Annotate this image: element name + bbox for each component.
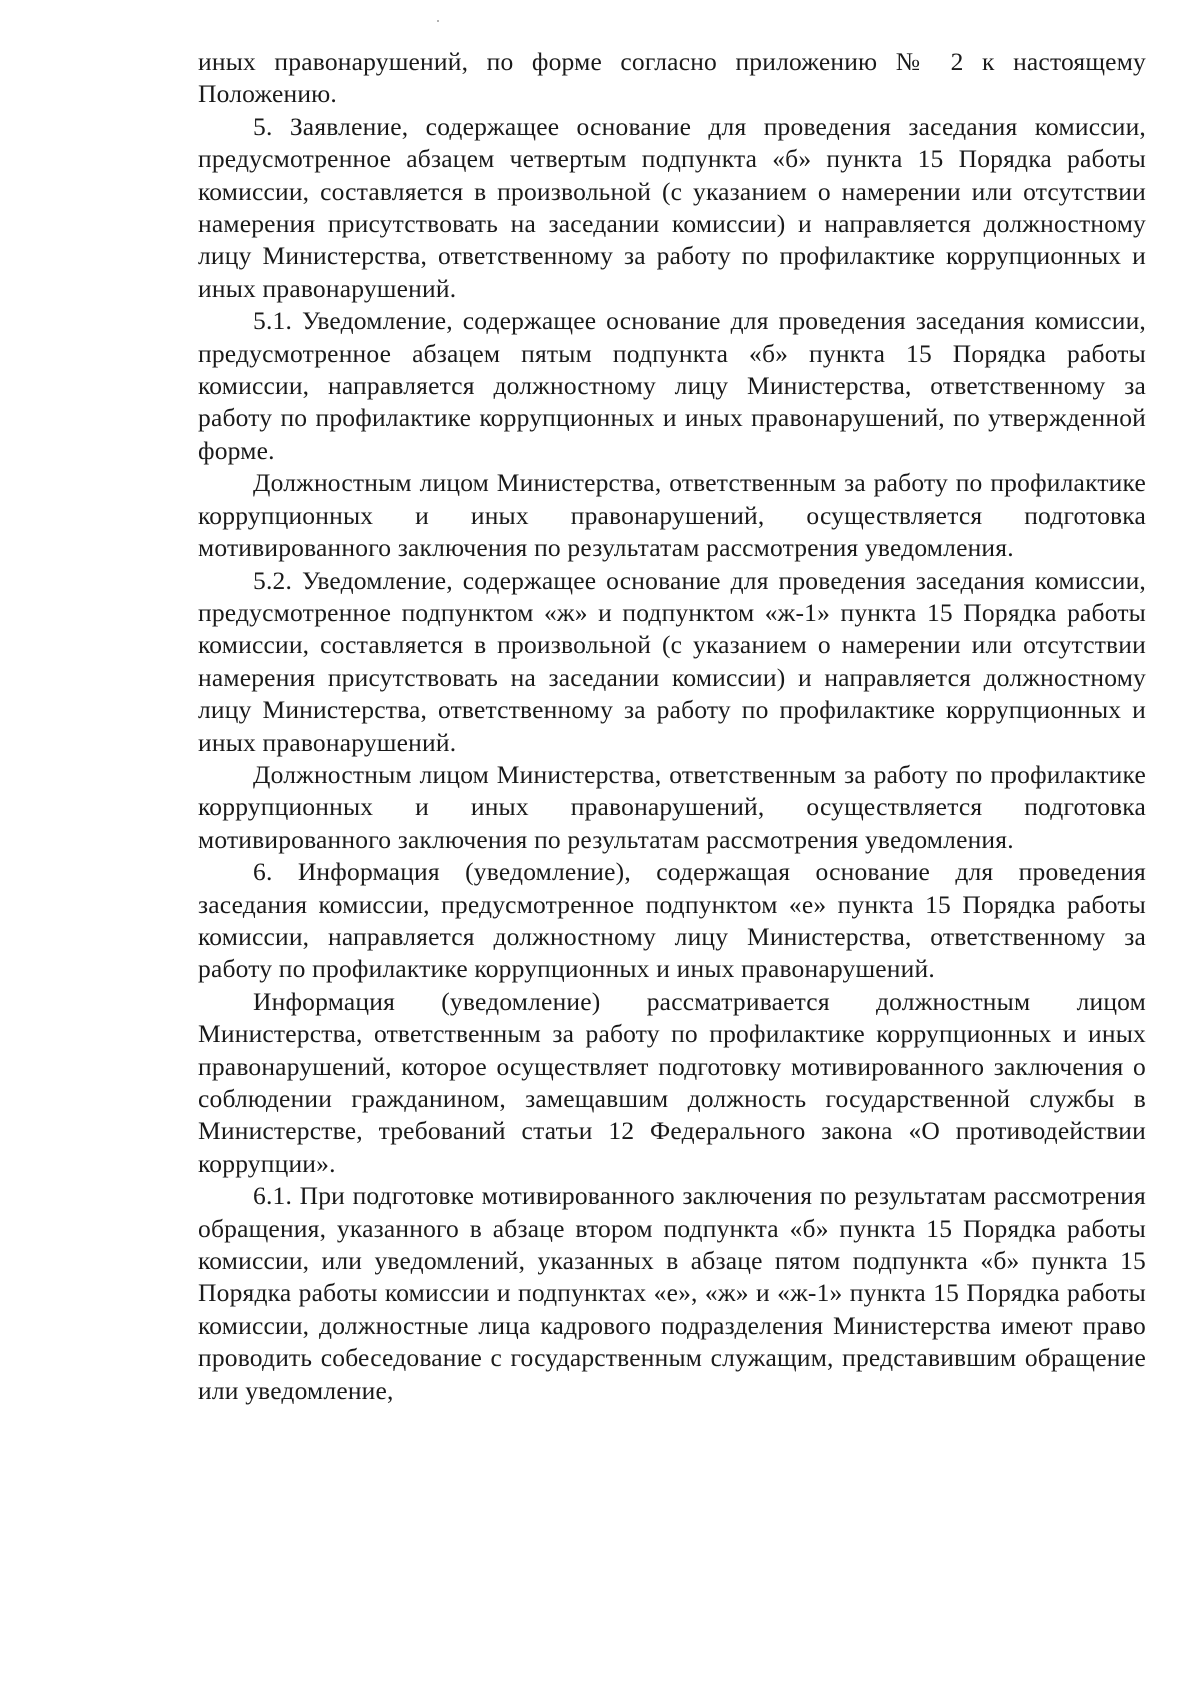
paragraph-6-1: 6.1. При подготовке мотивированного заключения по результатам рассмотрения обращения, указанного в абзаце втором подпункта «б» пункта 15 Порядка работы комиссии, или уведомлений, указанных в абзаце пятом подпункта «б» пункта 15 Порядка работы комиссии и подпунктах «е», «ж» и «ж-1» пункта 15 Порядка работы комиссии, должностные лица кадрового подразделения Министерства имеют право проводить собеседование с государственным служащим, представившим обращение или уведомление, — [198, 1181, 1146, 1405]
paragraph-5-2-conclusion: Должностным лицом Министерства, ответственным за работу по профилактике коррупционных и иных правонарушений, осуществляется подготовка мотивированного заключения по результатам рассмотрения уведомления. — [198, 759, 1146, 854]
paragraph-6: 6. Информация (уведомление), содержащая основание для проведения заседания комиссии, предусмотренное подпунктом «е» пункта 15 Порядка работы комиссии, направляется должностному лицу Министерства, ответственному за работу по профилактике коррупционных и иных правонарушений. — [198, 857, 1146, 984]
paragraph-5-1: 5.1. Уведомление, содержащее основание для проведения заседания комиссии, предусмотренное абзацем пятым подпункта «б» пункта 15 Порядка работы комиссии, направляется должностному лицу Министерства, ответственному за работу по профилактике коррупционных и иных правонарушений, по утвержденной форме. — [198, 306, 1146, 465]
paragraph-6-review: Информация (уведомление) рассматривается должностным лицом Министерства, ответственным за работу по профилактике коррупционных и иных правонарушений, которое осуществляет подготовку мотивированного заключения о соблюдении гражданином, замещавшим должность государственной службы в Министерстве, требований статьи 12 Федерального закона «О противодействии коррупции». — [198, 986, 1146, 1178]
paragraph-continuation: иных правонарушений, по форме согласно приложению № 2 к настоящему Положению. — [198, 47, 1146, 109]
document-body — [198, 46, 1146, 1407]
paragraph-5: 5. Заявление, содержащее основание для проведения заседания комиссии, предусмотренное абзацем четвертым подпункта «б» пункта 15 Порядка работы комиссии, составляется в произвольной (с указанием о намерении или отсутствии намерения присутствовать на заседании комиссии) и направляется должностному лицу Министерства, ответственному за работу по профилактике коррупционных и иных правонарушений. — [198, 111, 1146, 303]
paragraph-5-1-conclusion: Должностным лицом Министерства, ответственным за работу по профилактике коррупционных и иных правонарушений, осуществляется подготовка мотивированного заключения по результатам рассмотрения уведомления. — [198, 468, 1146, 563]
paragraph-5-2: 5.2. Уведомление, содержащее основание для проведения заседания комиссии, предусмотренное подпунктом «ж» и подпунктом «ж-1» пункта 15 Порядка работы комиссии, составляется в произвольной (с указанием о намерении или отсутствии намерения присутствовать на заседании комиссии) и направляется должностному лицу Министерства, ответственному за работу по профилактике коррупционных и иных правонарушений. — [198, 565, 1146, 757]
scan-artifact — [437, 20, 439, 22]
